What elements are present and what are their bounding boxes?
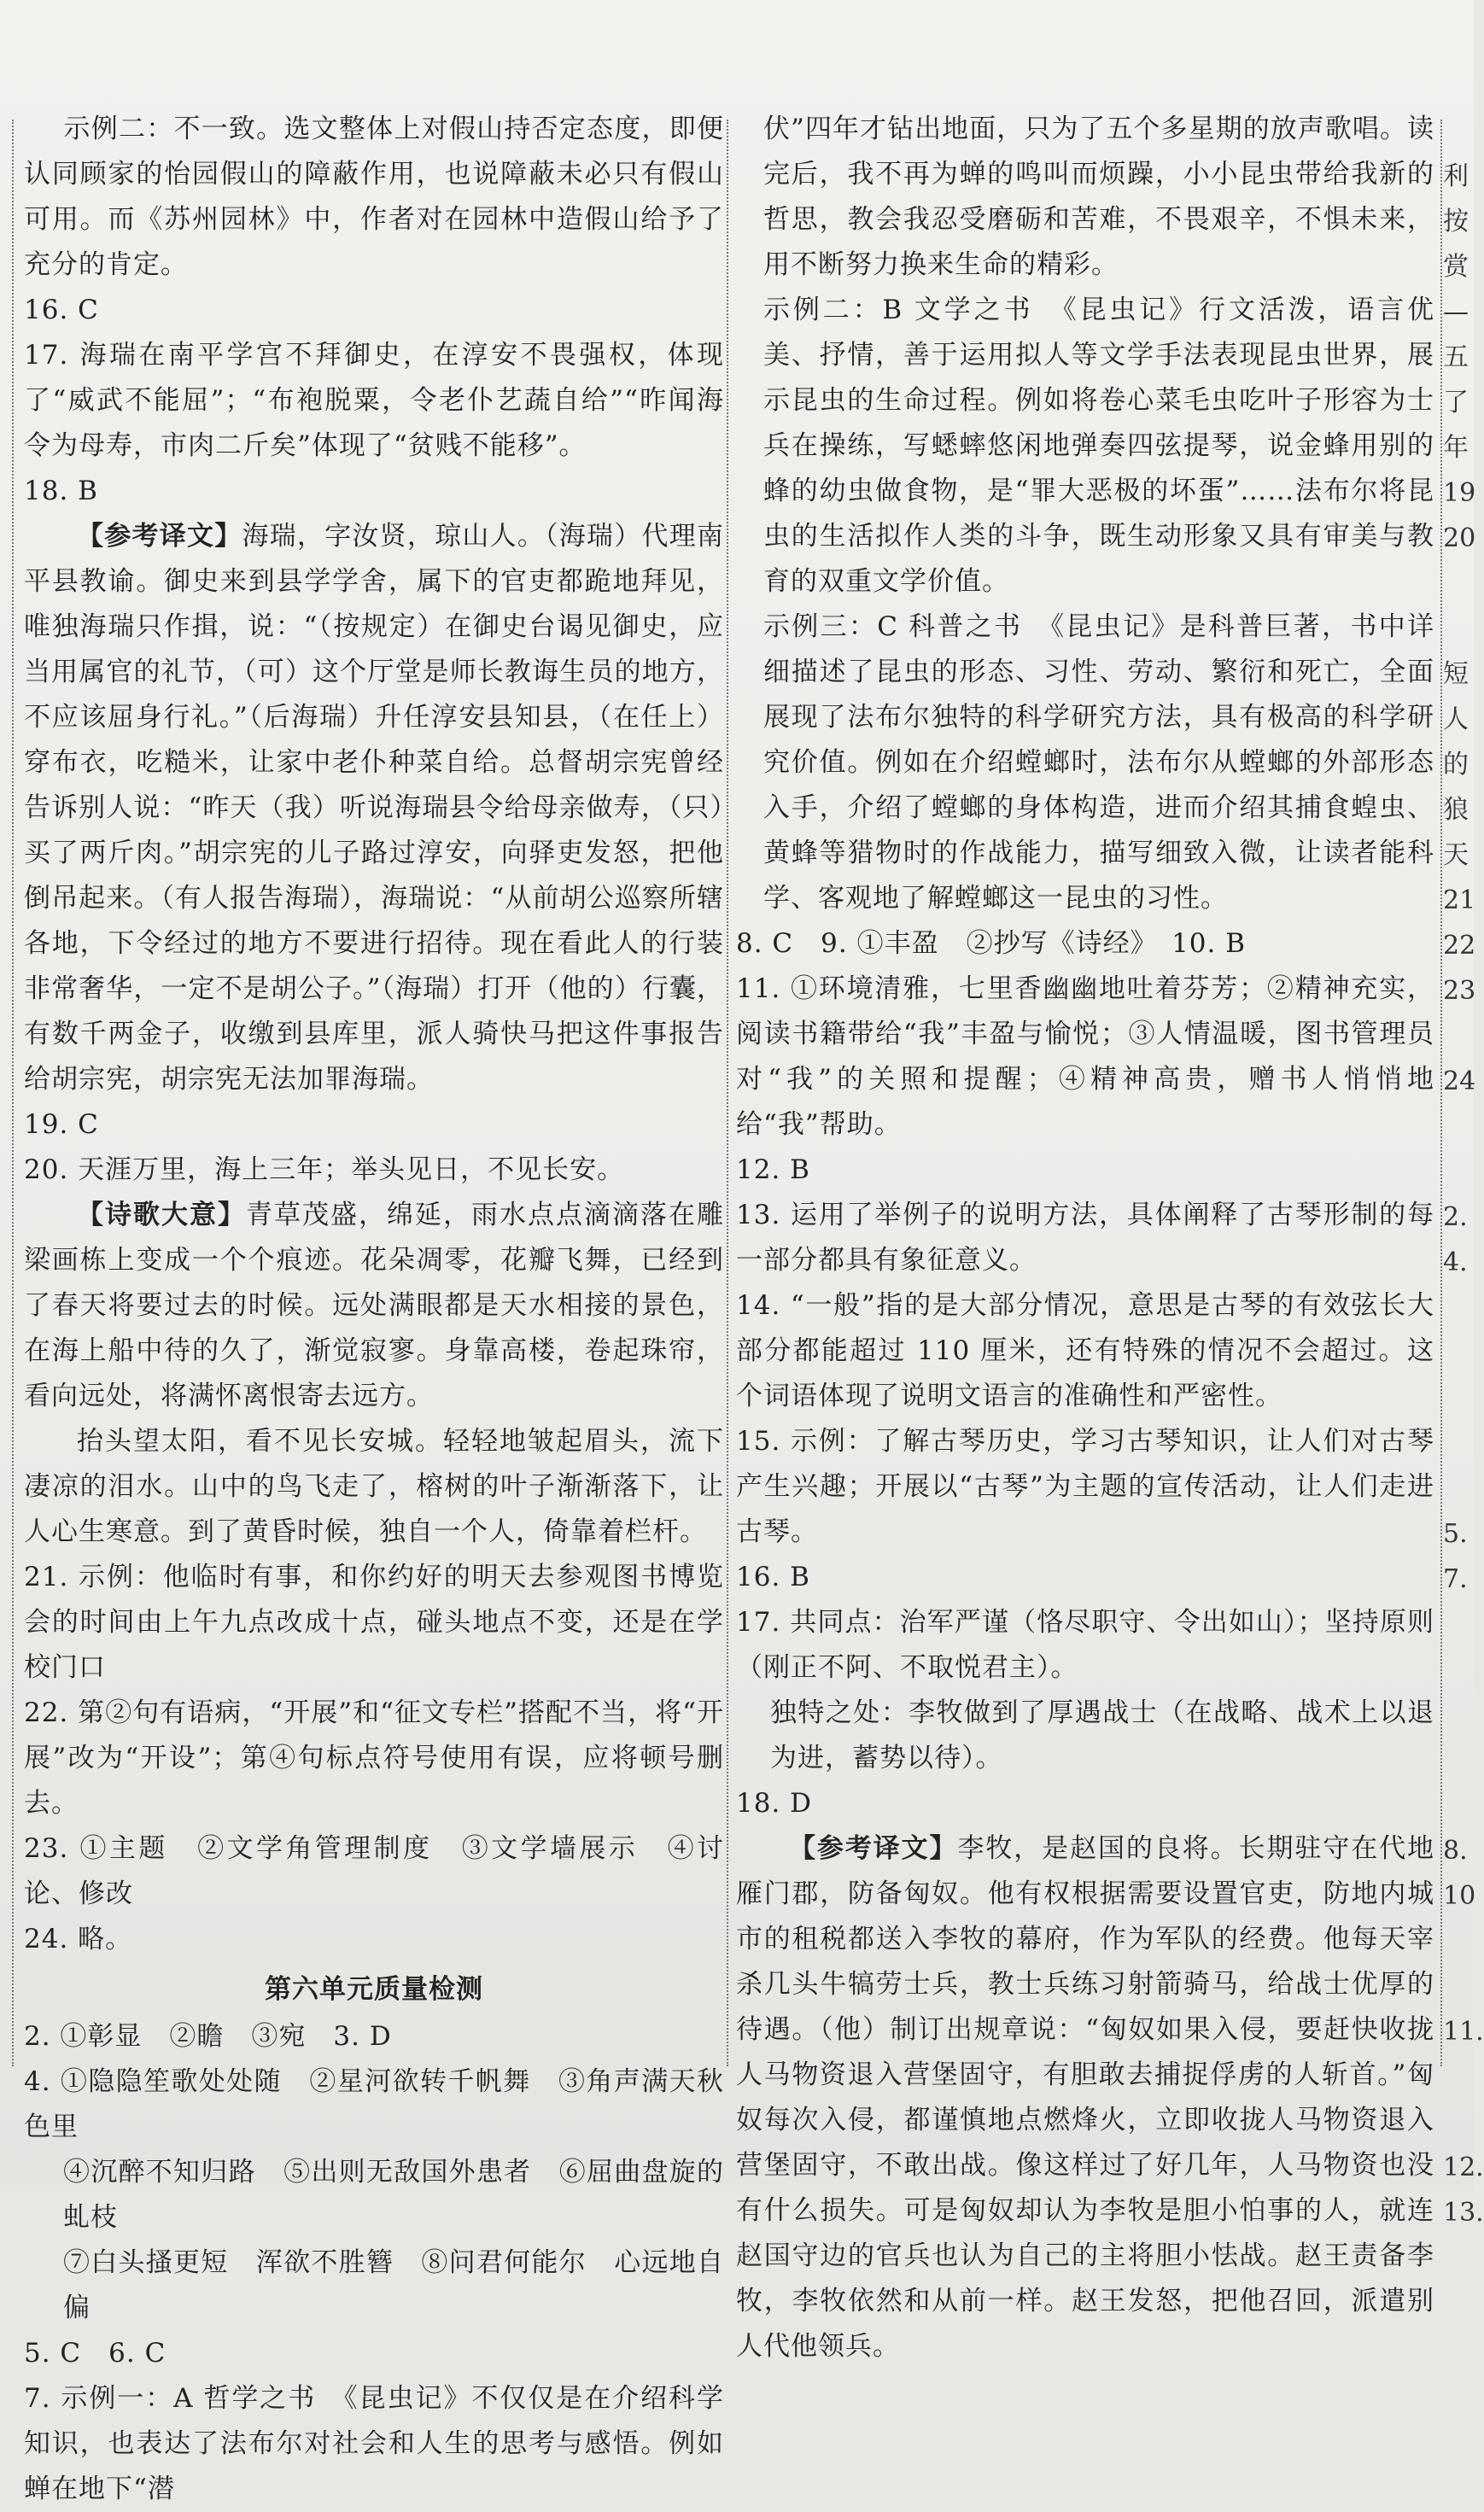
edge-fragment bbox=[1443, 1919, 1474, 1964]
edge-fragment: 的 bbox=[1443, 750, 1469, 780]
edge-fragment bbox=[1443, 2100, 1474, 2145]
answer-24: 24. 略。 bbox=[24, 1924, 133, 1954]
edge-fragment bbox=[1443, 1602, 1474, 1647]
edge-fragment: — bbox=[1443, 297, 1469, 327]
edge-fragment: 19 bbox=[1443, 478, 1476, 508]
edge-fragment bbox=[1443, 1285, 1474, 1330]
example-two-paragraph: 示例二：不一致。选文整体上对假山持否定态度，即便认同顾家的怡园假山的障蔽作用，也说障蔽未必只有假山可用。而《苏州园林》中，作者对在园林中造假山给予了充分的肯定。 bbox=[24, 114, 724, 280]
edge-fragment: 23 bbox=[1443, 976, 1476, 1006]
unit6-answer-5-6: 5. C 6. C bbox=[24, 2338, 167, 2369]
column-separator-right bbox=[1440, 120, 1442, 2066]
edge-fragment: 22 bbox=[1443, 931, 1476, 961]
poem-label: 【诗歌大意】 bbox=[77, 1200, 246, 1230]
unit6-answer-8-10: 8. C 9. ①丰盈 ②抄写《诗经》 10. B bbox=[736, 928, 1247, 959]
translation-label-2: 【参考译文】 bbox=[789, 1833, 958, 1864]
unit6-answer-18: 18. D bbox=[736, 1788, 813, 1819]
answer-23: 23. ①主题 ②文学角管理制度 ③文学墙展示 ④讨论、修改 bbox=[24, 1833, 724, 1909]
edge-fragment: 10 bbox=[1443, 1881, 1476, 1911]
edge-fragment: 8. bbox=[1443, 1836, 1468, 1866]
translation-haerui bbox=[24, 514, 724, 1102]
edge-fragment bbox=[1443, 2054, 1474, 2100]
example-two-literature: 示例二：B 文学之书 《昆虫记》行文活泼，语言优美、抒情，善于运用拟人等文学手法表现昆虫世界，展示昆虫的生命过程。例如将卷心菜毛虫吃叶子形容为士兵在操练，写蟋蟀悠闲地弹奏四弦提琴，说金蜂用别的蜂的幼虫做食物，是“罪大恶极的坏蛋”……法布尔将昆虫的生活拟作人类的斗争，既生动形象又具有审美与教育的双重文学价值。 bbox=[763, 295, 1434, 597]
unit6-answer-4b: ④沉醉不知归路 ⑤出则无敌国外患者 ⑥屈曲盘旋的虬枝 bbox=[63, 2157, 724, 2233]
edge-fragment: 了 bbox=[1443, 388, 1469, 418]
edge-fragment bbox=[1443, 1466, 1474, 1511]
edge-fragment: 短 bbox=[1443, 659, 1469, 689]
answer-19: 19. C bbox=[24, 1109, 99, 1140]
edge-fragment bbox=[1443, 1692, 1474, 1738]
answer-16: 16. C bbox=[24, 295, 99, 325]
edge-fragment bbox=[1443, 1647, 1474, 1692]
edge-fragment: 5. bbox=[1443, 1519, 1468, 1549]
unit6-answer-12: 12. B bbox=[736, 1154, 810, 1185]
column-separator-middle bbox=[727, 120, 728, 2066]
edge-fragment: 人 bbox=[1443, 704, 1469, 734]
unit6-answer-15: 15. 示例：了解古琴历史，学习古琴知识，让人们对古琴产生兴趣；开展以“古琴”为主题的宣传活动，让人们走进古琴。 bbox=[736, 1426, 1434, 1547]
edge-fragment bbox=[1443, 1964, 1474, 2009]
middle-column bbox=[736, 107, 1434, 2369]
edge-fragment: 年 bbox=[1443, 433, 1469, 463]
translation-label: 【参考译文】 bbox=[77, 521, 242, 552]
example-three-science: 示例三：C 科普之书 《昆虫记》是科普巨著，书中详细描述了昆虫的形态、习性、劳动、繁衍和死亡，全面展现了法布尔独特的科学研究方法，具有极高的科学研究价值。例如在介绍螳螂时，法布尔从螳螂的外部形态入手，介绍了螳螂的身体构造，进而介绍其捕食蝗虫、黄蜂等猎物时的作战能力，描写细致入微，让读者能科学、客观地了解螳螂这一昆虫的习性。 bbox=[763, 611, 1434, 914]
edge-fragment: 狼 bbox=[1443, 795, 1469, 825]
edge-fragment bbox=[1443, 1421, 1474, 1466]
unit6-answer-17b: 独特之处：李牧做到了厚遇战士（在战略、战术上以退为进，蓄势以待）。 bbox=[770, 1697, 1434, 1773]
edge-fragment: 天 bbox=[1443, 840, 1469, 870]
answer-17: 17. 海瑞在南平学宫不拜御史，在淳安不畏强权，体现了“威武不能屈”；“布袍脱粟，令老仆艺蔬自给”“昨闻海令为母寿，市肉二斤矣”体现了“贫贱不能移”。 bbox=[24, 340, 724, 461]
edge-fragment: 21 bbox=[1443, 885, 1476, 915]
edge-fragment: 20 bbox=[1443, 523, 1476, 553]
poem-text: 青草茂盛，绵延，雨水点点滴滴落在雕梁画栋上变成一个个痕迹。花朵凋零，花瓣飞舞，已经到了春天将要过去的时候。远处满眼都是天水相接的景色，在海上船中待的久了，渐觉寂寥。身靠高楼，卷起珠帘，看向远处，将满怀离恨寄去远方。 bbox=[24, 1200, 724, 1411]
answer-21: 21. 示例：他临时有事，和你约好的明天去参观图书博览会的时间由上午九点改成十点，碰头地点不变，还是在学校门口 bbox=[24, 1562, 724, 1683]
edge-fragment bbox=[1443, 1149, 1474, 1195]
edge-fragment bbox=[1443, 561, 1474, 606]
edge-fragment: 13. bbox=[1443, 2198, 1484, 2228]
translation-text: 海瑞，字汝贤，琼山人。（海瑞）代理南平县教谕。御史来到县学学舍，属下的官吏都跪地拜见，唯独海瑞只作揖，说：“（按规定）在御史台谒见御史，应当用属官的礼节，（可）这个厅堂是师长教诲生员的地方，不应该屈身行礼。”（后海瑞）升任淳安县知县，（在任上）穿布衣，吃糙米，让家中老仆种菜自给。总督胡宗宪曾经告诉别人说：“昨天（我）听说海瑞县令给母亲做寿，（只）买了两斤肉。”胡宗宪的儿子路过淳安，向驿吏发怒，把他倒吊起来。（有人报告海瑞），海瑞说：“从前胡公巡察所辖各地，下令经过的地方不要进行招待。现在看此人的行装非常奢华，一定不是胡公子。”（海瑞）打开（他的）行囊，有数千两金子，收缴到县库里，派人骑快马把这件事报告给胡宗宪，胡宗宪无法加罪海瑞。 bbox=[24, 521, 725, 1095]
poem-meaning bbox=[24, 1193, 724, 1419]
edge-fragment bbox=[1443, 1738, 1474, 1783]
edge-fragment bbox=[1443, 1330, 1474, 1376]
answer-20: 20. 天涯万里，海上三年；举头见日，不见长安。 bbox=[24, 1154, 625, 1185]
section-title: 第六单元质量检测 bbox=[265, 1974, 483, 2005]
poem-meaning-cont: 抬头望太阳，看不见长安城。轻轻地皱起眉头，流下凄凉的泪水。山中的鸟飞走了，榕树的叶子渐渐落下，让人心生寒意。到了黄昏时候，独自一个人，倚靠着栏杆。 bbox=[24, 1426, 724, 1547]
edge-fragment: 2. bbox=[1443, 1202, 1468, 1232]
translation-text-2: 李牧，是赵国的良将。长期驻守在代地雁门郡，防备匈奴。他有权根据需要设置官吏，防地内城市的租税都送入李牧的幕府，作为军队的经费。他每天宰杀几头牛犒劳士兵，教士兵练习射箭骑马，给战士优厚的待遇。（他）制订出规章说：“匈奴如果入侵，要赶快收拢人马物资退入营堡固守，有胆敢去捕捉俘虏的人斩首。”匈奴每次入侵，都谨慎地点燃烽火，立即收拢人马物资退入营堡固守，不敢出战。像这样过了好几年，人马物资也没有什么损失。可是匈奴却认为李牧是胆小怕事的人，就连赵国守边的官兵也认为自己的主将胆小怯战。赵王责备李牧，李牧依然和从前一样。赵王发怒，把他召回，派遣别人代他领兵。 bbox=[736, 1833, 1435, 2362]
edge-fragment: 五 bbox=[1443, 342, 1469, 372]
unit6-answer-14: 14. “一般”指的是大部分情况，意思是古琴的有效弦长大部分都能超过 110 厘米，还有特殊的情况不会超过。这个词语体现了说明文语言的准确性和严密性。 bbox=[736, 1290, 1434, 1411]
edge-fragment: 12. bbox=[1443, 2153, 1484, 2182]
translation-limu bbox=[736, 1826, 1434, 2369]
edge-fragment bbox=[1443, 1376, 1474, 1421]
unit6-answer-4a: 4. ①隐隐笙歌处处随 ②星河欲转千帆舞 ③角声满天秋色里 bbox=[24, 2066, 724, 2142]
unit6-answer-11: 11. ①环境清雅，七里香幽幽地吐着芬芳；②精神充实，阅读书籍带给“我”丰盈与愉悦；③人情温暖，图书管理员对“我”的关照和提醒；④精神高贵，赠书人悄悄地给“我”帮助。 bbox=[736, 973, 1434, 1140]
left-column bbox=[24, 107, 724, 2512]
edge-fragment: 赏 bbox=[1443, 252, 1469, 282]
edge-fragment: 24 bbox=[1443, 1066, 1476, 1096]
unit6-answer-7-cont: 伏”四年才钻出地面，只为了五个多星期的放声歌唱。读完后，我不再为蝉的鸣叫而烦躁，小小昆虫带给我新的哲思，教会我忍受磨砺和苦难，不畏艰辛，不惧未来，用不断努力换来生命的精彩。 bbox=[763, 114, 1434, 280]
unit6-answer-13: 13. 运用了举例子的说明方法，具体阐释了古琴形制的每一部分都具有象征意义。 bbox=[736, 1200, 1434, 1276]
edge-fragment bbox=[1443, 1104, 1474, 1149]
edge-fragment bbox=[1443, 1783, 1474, 1828]
unit6-answer-2-3: 2. ①彰显 ②瞻 ③宛 3. D bbox=[24, 2021, 392, 2052]
answer-18: 18. B bbox=[24, 476, 98, 506]
edge-fragment: 利 bbox=[1443, 161, 1469, 191]
right-edge-cropped-column bbox=[1443, 154, 1484, 2235]
edge-fragment: 4. bbox=[1443, 1247, 1468, 1277]
edge-fragment: 11. bbox=[1443, 2017, 1484, 2047]
column-separator-left bbox=[12, 120, 14, 2066]
answer-22: 22. 第②句有语病，“开展”和“征文专栏”搭配不当，将“开展”改为“开设”；第④句标点符号使用有误，应将顿号删去。 bbox=[24, 1697, 724, 1819]
edge-fragment bbox=[1443, 606, 1474, 651]
unit6-answer-17a: 17. 共同点：治军严谨（恪尽职守、令出如山）；坚持原则（刚正不阿、不取悦君主）。 bbox=[736, 1607, 1434, 1683]
edge-fragment: 按 bbox=[1443, 207, 1469, 237]
unit6-answer-16: 16. B bbox=[736, 1562, 810, 1592]
edge-fragment bbox=[1443, 1014, 1474, 1059]
edge-fragment: 7. bbox=[1443, 1564, 1468, 1594]
unit6-answer-7: 7. 示例一：A 哲学之书 《昆虫记》不仅仅是在介绍科学知识，也表达了法布尔对社会和人生的思考与感悟。例如蝉在地下“潜 bbox=[24, 2383, 724, 2504]
unit6-answer-4c: ⑦白头搔更短 浑欲不胜簪 ⑧问君何能尔 心远地自偏 bbox=[63, 2247, 724, 2323]
